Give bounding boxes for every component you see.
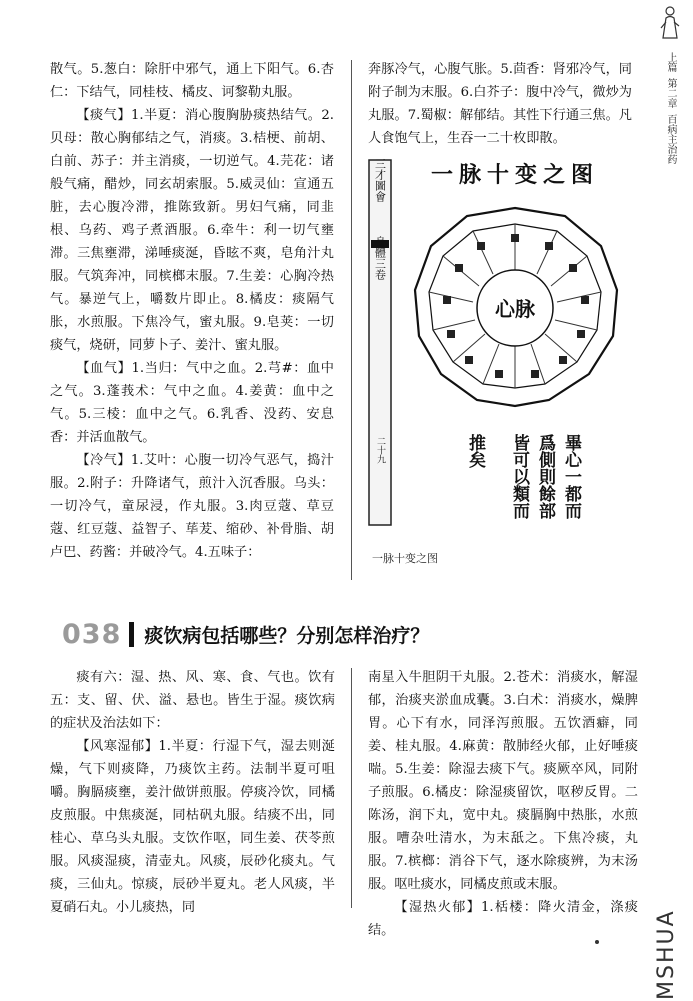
figure-caption: 一脉十变之图 bbox=[372, 552, 438, 565]
woodcut-volume-label: 身體三卷 bbox=[373, 236, 387, 280]
paragraph: 散气。5.葱白：除肝中邪气，通上下阳气。6.杏仁：下结气，同桂枝、橘皮、诃黎勒丸服。 bbox=[50, 62, 334, 100]
woodcut-page-mark: 二十九 bbox=[375, 436, 385, 464]
paragraph: 【冷气】1.艾叶：心腹一切冷气恶气，捣汁服。2.附子：升降诸气，煎汁入沉香服。乌头：一切冷气，童尿浸，作丸服。3.肉豆蔻、草豆蔻、红豆蔻、益智子、荜茇、缩砂、补骨脂、胡卢巴、药酱：并破冷气。4.五味子： bbox=[50, 453, 334, 560]
column-bottom-left bbox=[50, 666, 335, 919]
scholar-figure-icon bbox=[657, 4, 683, 40]
section-bar bbox=[129, 622, 134, 647]
page-dot bbox=[595, 940, 599, 944]
running-head-title: 百病主治药 bbox=[665, 114, 676, 164]
section-title: 痰饮病包括哪些？分别怎样治疗？ bbox=[144, 624, 430, 647]
paragraph: 【血气】1.当归：气中之血。2.芎#：血中之气。3.蓬莪术：气中之血。4.姜黄：血中之气。5.三棱：血中之气。6.乳香、没药、安息香：并活血散气。 bbox=[50, 361, 334, 445]
woodcut-footer-line-4: 推矣 bbox=[465, 434, 485, 468]
paragraph: 南星入牛胆阴干丸服。2.苍术：消痰水，解湿郁，治痰夹淤血成囊。3.白术：消痰水，燥脾胃。心下有水，同泽泻煎服。五饮酒癖，同姜、桂丸服。4.麻黄：散肺经火郁，止好唾痰喘。5.生姜：除湿去痰下气。痰厥卒风，同附子煎服。6.橘皮：除湿痰留饮，呕秽反胃。二陈汤，润下丸，宽中丸。痰膈胸中热胀，水煎服。嘈杂吐清水，为末舐之。下焦冷痰，丸服。7.槟榔：消谷下气，逐水除痰辨，为末汤服。呕吐痰水，同橘皮煎或末服。 bbox=[368, 670, 638, 892]
woodcut-title: 一脉十变之图 bbox=[430, 162, 600, 188]
section-number: 038 bbox=[62, 618, 122, 650]
column-divider bbox=[351, 668, 352, 908]
woodcut-footer-line-3: 皆可以類而 bbox=[509, 434, 529, 519]
woodcut-footer-line-2: 爲側則餘部 bbox=[535, 434, 555, 519]
paragraph: 奔豚冷气，心腹气胀。5.茴香：肾邪冷气，同附子制为末服。6.白芥子：腹中冷气，微炒为丸服。7.蜀椒：解郁结。其性下行通三焦。凡人食饱气上，生吞一二十枚即散。 bbox=[368, 62, 632, 146]
paragraph: 【风寒湿郁】1.半夏：行湿下气，湿去则涎燥，气下则痰降，乃痰饮主药。法制半夏可咀嚼。胸膈痰壅，姜汁做饼煎服。停痰冷饮，同橘皮煎服。中焦痰涎，同枯矾丸服。结痰不出，同桂心、草乌头丸服。支饮作呕，同生姜、茯苓煎服。风痰湿痰，清壶丸。风痰，辰砂化痰丸。气痰，三仙丸。惊痰，辰砂半夏丸。老人风痰，半夏硝石丸。小儿痰热，同 bbox=[50, 739, 335, 915]
paragraph: 【湿热火郁】1.栝楼：降火清金，涤痰结。 bbox=[368, 900, 638, 938]
woodcut-book-label: 三才圖會 bbox=[373, 158, 387, 202]
running-head-book: 上篇 bbox=[665, 52, 676, 72]
running-head-chapter: 第二章 bbox=[665, 78, 676, 108]
paragraph: 【痰气】1.半夏：消心腹胸胁痰热结气。2.贝母：散心胸郁结之气，消痰。3.桔梗、前胡、白前、苏子：并主消痰，一切逆气。4.芫花：诸般气痛，醋炒，同玄胡索服。5.威灵仙：宣通五脏，去心腹冷滞，推陈致新。男妇气痛，同韭根、乌药、鸡子煮酒服。6.牵牛：利一切气壅滞。三焦壅滞，涕唾痰涎，昏眩不爽，皂角汁丸服。气筑奔冲，同槟榔末服。7.生姜：心胸冷热气。暴逆气上，嚼数片即止。8.橘皮：痰隔气胀，水煎服。下焦冷气，蜜丸服。9.皂荚：一切痰气，烧研，同萝卜子、姜汁、蜜丸服。 bbox=[50, 108, 334, 353]
woodcut-center-label: 心脉 bbox=[495, 297, 535, 321]
column-bottom-right bbox=[368, 666, 638, 942]
paragraph: 痰有六：湿、热、风、寒、食、气也。饮有五：支、留、伏、溢、悬也。皆生于湿。痰饮病的症状及治法如下： bbox=[50, 670, 335, 731]
woodcut-footer-line-1: 畢心一都而 bbox=[561, 434, 581, 519]
running-head bbox=[654, 0, 686, 240]
woodcut-illustration bbox=[365, 150, 643, 540]
column-top-right bbox=[368, 58, 632, 150]
column-top-left bbox=[50, 58, 334, 564]
column-divider bbox=[351, 60, 352, 580]
watermark: MSHUA bbox=[654, 909, 679, 1000]
section-heading bbox=[62, 618, 662, 650]
